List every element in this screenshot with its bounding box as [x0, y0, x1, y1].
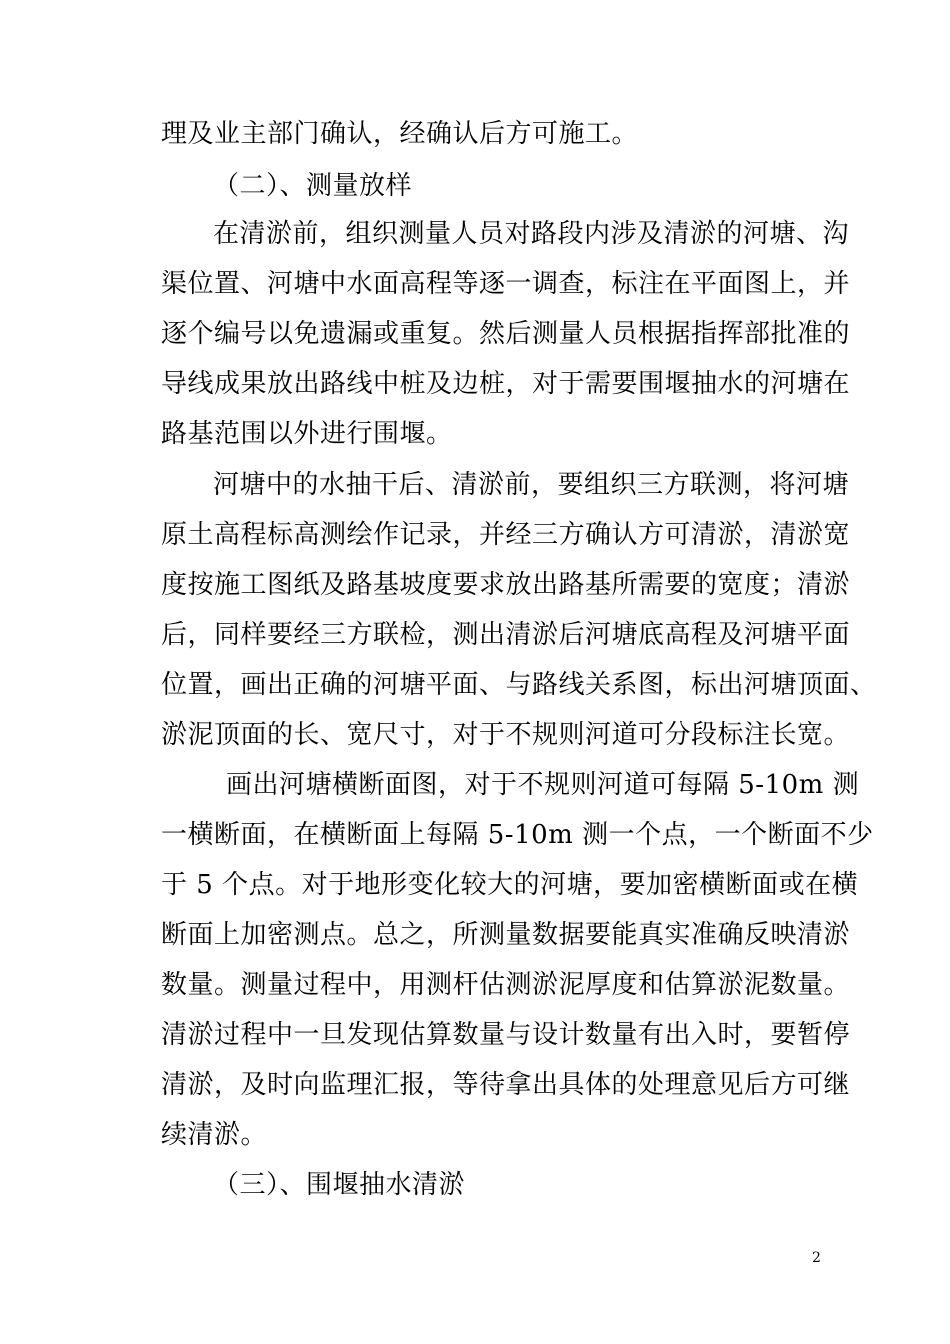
paragraph-line: 清淤过程中一旦发现估算数量与设计数量有出入时，要暂停	[161, 1020, 851, 1050]
paragraph-line: 渠位置、河塘中水面高程等逐一调查，标注在平面图上，并	[161, 269, 851, 299]
paragraph-line: 于 5 个点。对于地形变化较大的河塘，要加密横断面或在横	[161, 870, 859, 900]
paragraph-line: 原土高程标高测绘作记录，并经三方确认方可清淤，清淤宽	[161, 520, 851, 550]
paragraph-line: 数量。测量过程中，用测杆估测淤泥厚度和估算淤泥数量。	[161, 970, 851, 1000]
paragraph-line: 位置，画出正确的河塘平面、与路线关系图，标出河塘顶面、	[161, 670, 877, 700]
paragraph-line: 导线成果放出路线中桩及边桩，对于需要围堰抽水的河塘在	[161, 369, 851, 399]
paragraph-line: 后，同样要经三方联检，测出清淤后河塘底高程及河塘平面	[161, 620, 851, 650]
paragraph-line: 一横断面，在横断面上每隔 5-10m 测一个点，一个断面不少	[161, 820, 874, 850]
section-heading-measurement: （二）、测量放样	[213, 171, 413, 201]
section-heading-cofferdam: （三）、围堰抽水清淤	[213, 1170, 466, 1200]
paragraph-line: 逐个编号以免遗漏或重复。然后测量人员根据指挥部批准的	[161, 319, 851, 349]
paragraph-line: 续清淤。	[161, 1120, 268, 1150]
paragraph-line: 理及业主部门确认，经确认后方可施工。	[161, 119, 639, 149]
paragraph-line: 在清淤前，组织测量人员对路段内涉及清淤的河塘、沟	[213, 219, 850, 249]
paragraph-line: 清淤，及时向监理汇报，等待拿出具体的处理意见后方可继	[161, 1070, 851, 1100]
paragraph-line: 路基范围以外进行围堰。	[161, 419, 453, 449]
paragraph-line: 断面上加密测点。总之，所测量数据要能真实准确反映清淤	[161, 920, 851, 950]
paragraph-line: 河塘中的水抽干后、清淤前，要组织三方联测，将河塘	[213, 470, 850, 500]
paragraph-line: 淤泥顶面的长、宽尺寸，对于不规则河道可分段标注长宽。	[161, 720, 851, 750]
paragraph-line: 度按施工图纸及路基坡度要求放出路基所需要的宽度；清淤	[161, 570, 851, 600]
paragraph-line: 画出河塘横断面图，对于不规则河道可每隔 5-10m 测	[226, 770, 860, 800]
page-number: 2	[812, 1250, 821, 1266]
